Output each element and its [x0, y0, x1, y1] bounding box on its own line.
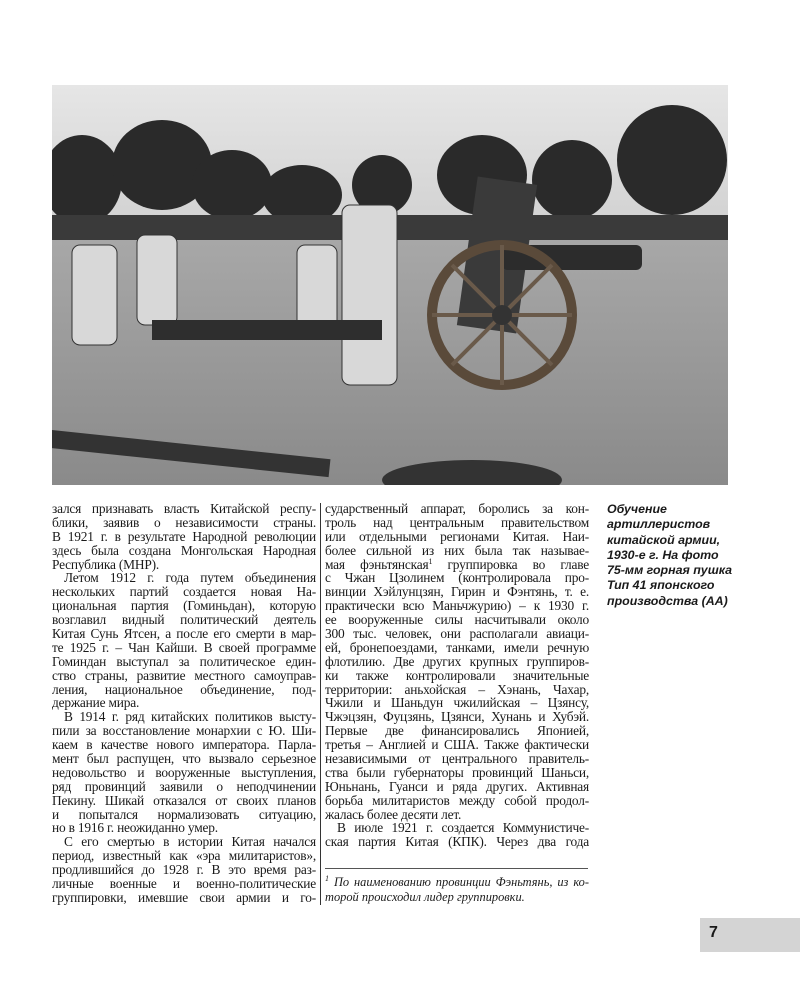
text-line: мент был распущен, что вызвало серьезное: [52, 751, 316, 767]
text-line: блики, заявив о независимости страны.: [52, 514, 316, 530]
text-line: пили за восстановление монархии с Ю. Ши-: [52, 723, 316, 739]
text-line: личные военные и военно-политические: [52, 876, 316, 892]
text-line: Гоминдан выступал за политическое един-: [52, 653, 316, 669]
text-line: жалась более десяти лет.: [325, 806, 462, 822]
caption-line: 75-мм горная пушка: [607, 563, 733, 578]
text-line: независимыми от центрального правитель-: [325, 751, 589, 767]
footnote: [325, 875, 589, 905]
text-line: Юньнань, Гуанси и ряда других. Активная: [325, 778, 589, 794]
text-line: С его смертью в истории Китая начался: [64, 834, 316, 850]
text-line: здесь была создана Монгольская Народная: [52, 542, 316, 558]
text-line: ки также контролировали значительные: [325, 667, 589, 683]
text-line: В июле 1921 г. создается Коммунистиче-: [337, 820, 589, 836]
footnote-reference: 1: [428, 556, 433, 566]
text-line: ство страны, развитие местного самоуправ-: [52, 667, 316, 683]
text-line: продлившийся до 1928 г. В это время раз-: [52, 862, 316, 878]
artillery-training-photo: [52, 85, 728, 485]
text-line: Чжили и Шаньдун чжилийская – Цзянсу,: [325, 695, 589, 711]
text-line: каем в качестве нового императора. Парла-: [52, 737, 316, 753]
text-line: группировки, имевшие свои армии и го-: [52, 889, 316, 905]
text-column-1: [52, 502, 316, 905]
text-line: ления, национальное объединение, под-: [52, 681, 316, 697]
text-line: держание мира.: [52, 695, 140, 711]
text-line: более сильной из них была так называе-: [325, 542, 589, 558]
text-segment: мая фэньтянская: [325, 556, 429, 572]
page-number-box: [700, 918, 800, 952]
text-line: Первые две финансировались Японией,: [325, 723, 589, 739]
text-line: циональная партия (Гоминьдан), которую: [52, 598, 316, 614]
caption-line: 1930-е г. На фото: [607, 547, 719, 562]
column-divider: [320, 503, 321, 905]
text-line: Летом 1912 г. года путем объединения: [64, 570, 316, 586]
text-line: возглавил видный политический деятель: [52, 612, 316, 628]
text-line: борьба милитаристов между собой продол-: [325, 792, 589, 808]
footnote-divider: [325, 868, 588, 869]
text-line: ей, бронепоездами, танками, имели речную: [325, 639, 589, 655]
footnote-text: По наименованию провинции Фэньтянь, из ко-: [333, 875, 589, 889]
text-line: ряд провинций заявили о неподчинении: [52, 778, 316, 794]
caption-line: производства (АА): [607, 593, 728, 608]
text-line: но в 1916 г. неожиданно умер.: [52, 820, 218, 836]
footnote-mark: 1: [325, 874, 329, 883]
text-line: нескольких партий создается новая На-: [52, 584, 316, 600]
caption-line: Обучение: [607, 502, 667, 516]
text-line: и попытался нормализовать ситуацию,: [52, 806, 316, 822]
text-line: те 1925 г. – Чан Кайши. В своей программе: [52, 639, 316, 655]
text-line: период, известный как «эра милитаристов»,: [52, 848, 316, 864]
text-line: практически всю Маньчжурию) – к 1930 г.: [325, 598, 589, 614]
text-line: ства были губернаторы провинций Шаньси,: [325, 764, 589, 780]
text-line: Пекину. Шикай отказался от своих планов: [52, 792, 316, 808]
photo-caption: [607, 502, 797, 609]
text-line: ее вооруженные силы насчитывали около: [325, 612, 589, 628]
text-line: или отдельными регионами Китая. Наи-: [325, 528, 589, 544]
text-line: недовольство и вооруженные выступления,: [52, 764, 316, 780]
caption-line: китайской армии,: [607, 532, 721, 547]
text-line: с Чжан Цзолинем (контролировала про-: [325, 570, 589, 586]
text-line: сударственный аппарат, боролись за кон-: [325, 501, 589, 516]
text-line: Республика (МНР).: [52, 556, 159, 572]
text-line: ская партия Китая (КПК). Через два года: [325, 834, 589, 850]
text-line: [325, 558, 589, 572]
caption-line: Тип 41 японского: [607, 578, 715, 593]
text-line: 300 тыс. человек, они располагали авиаци-: [325, 626, 589, 642]
text-segment: группировка во главе: [432, 556, 589, 572]
footnote-line: [325, 875, 589, 890]
text-line: Китая Сунь Ятсен, а после его смерти в мар-: [52, 626, 316, 642]
text-line: зался признавать власть Китайской респу-: [52, 501, 316, 516]
text-line: флотилию. Две других крупных группиров-: [325, 653, 589, 669]
footnote-line: торой происходил лидер группировки.: [325, 890, 525, 904]
page-number: 7: [709, 924, 718, 941]
text-line: троль над центральным правительством: [325, 514, 589, 530]
text-line: Чжэцзян, Фуцзянь, Цзянси, Хунань и Хубэй.: [325, 709, 589, 725]
text-column-2: [325, 502, 589, 849]
text-line: территории: аньхойская – Хэнань, Чахар,: [325, 681, 589, 697]
text-line: третья – Англией и США. Также фактически: [325, 737, 589, 753]
text-line: В 1914 г. ряд китайских политиков высту-: [64, 709, 316, 725]
text-line: винции Хэйлунцзян, Гирин и Фэнтянь, т. е.: [325, 584, 589, 600]
text-line: В 1921 г. в результате Народной революции: [52, 528, 316, 544]
caption-line: артиллеристов: [607, 517, 711, 532]
